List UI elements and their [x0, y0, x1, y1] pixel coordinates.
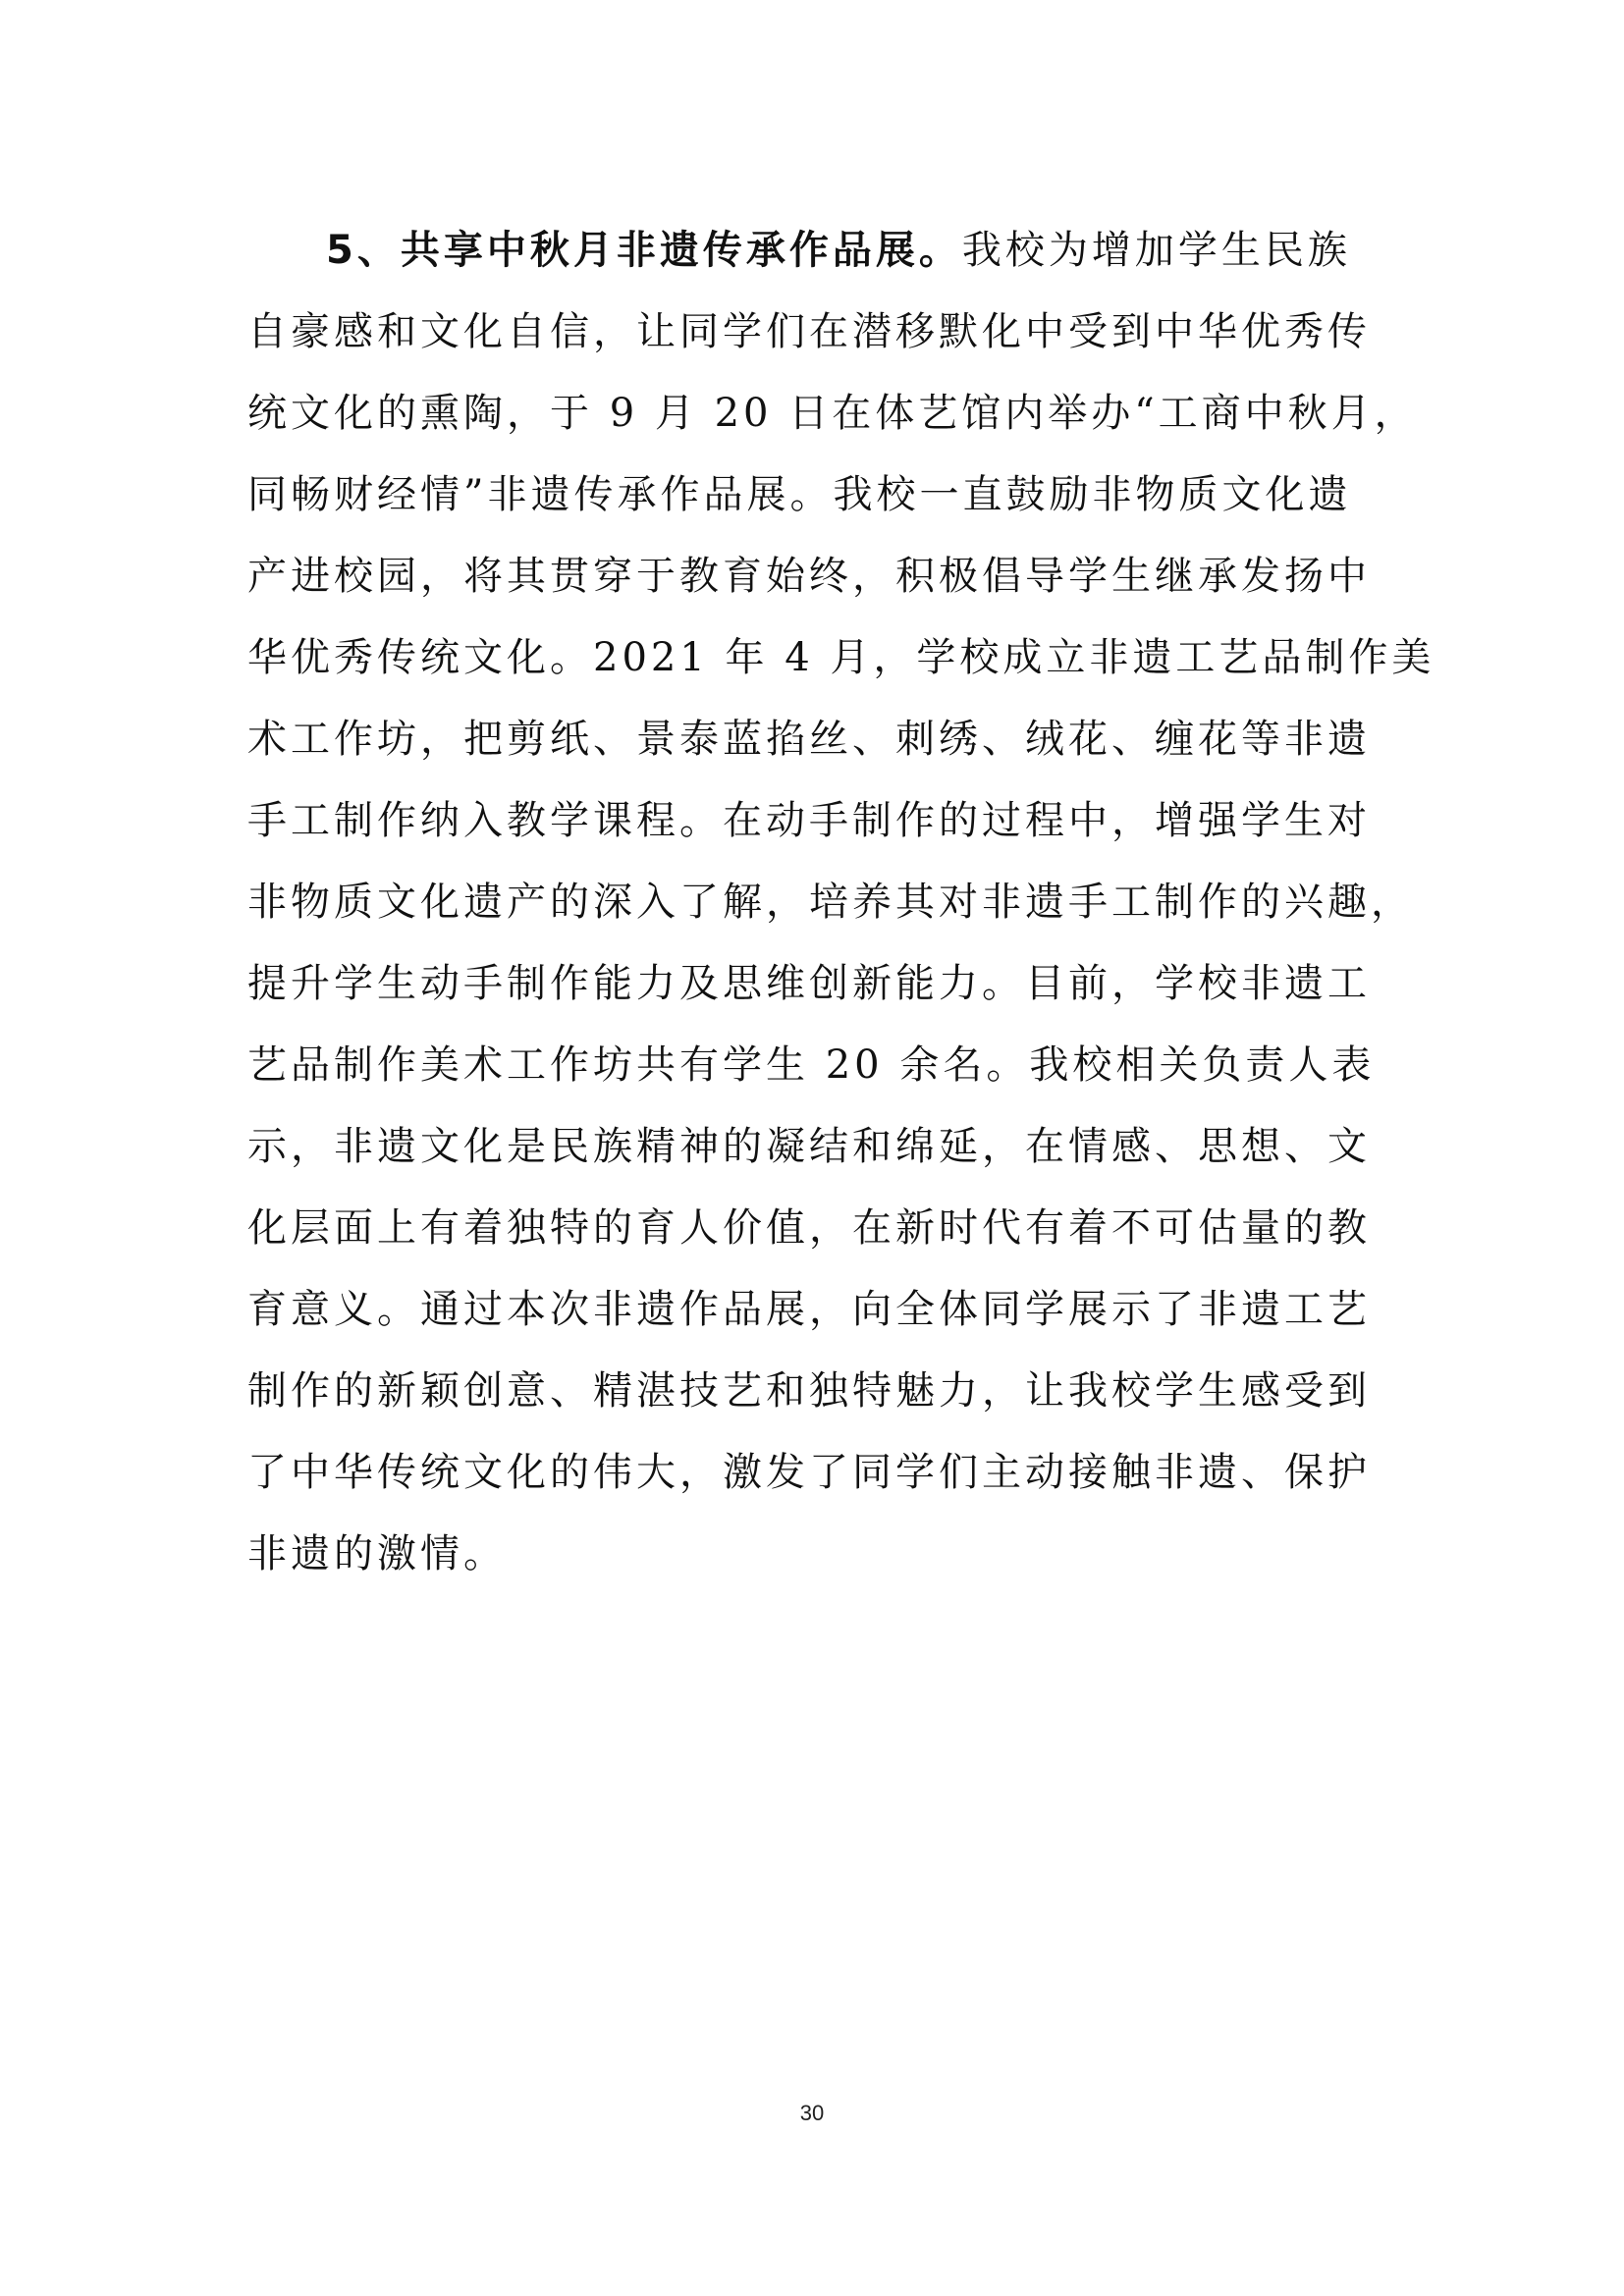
paragraph-line: 非遗的激情。: [247, 1531, 507, 1576]
paragraph-line: 了中华传统文化的伟大，激发了同学们主动接触非遗、保护: [247, 1450, 1371, 1495]
body-paragraph: [247, 210, 1435, 1595]
paragraph-line: 非物质文化遗产的深入了解，培养其对非遗手工制作的兴趣，: [247, 880, 1414, 925]
paragraph-line: 统文化的熏陶，于 9 月 20 日在体艺馆内举办“工商中秋月，: [247, 391, 1418, 436]
paragraph-line-1: [247, 210, 1386, 292]
paragraph-line: 艺品制作美术工作坊共有学生 20 余名。我校相关负责人表: [247, 1042, 1376, 1088]
page-number: 30: [799, 2101, 825, 2125]
paragraph-line: 自豪感和文化自信，让同学们在潜移默化中受到中华优秀传: [247, 309, 1371, 354]
paragraph-line: 育意义。通过本次非遗作品展，向全体同学展示了非遗工艺: [247, 1287, 1371, 1332]
paragraph-line: 制作的新颖创意、精湛技艺和独特魅力，让我校学生感受到: [247, 1368, 1371, 1414]
paragraph-line: 术工作坊，把剪纸、景泰蓝掐丝、刺绣、绒花、缠花等非遗: [247, 717, 1371, 762]
paragraph-text: 我校为增加学生民族: [961, 228, 1351, 273]
paragraph-line: 产进校园，将其贯穿于教育始终，积极倡导学生继承发扬中: [247, 554, 1371, 599]
paragraph-line: 华优秀传统文化。2021 年 4 月，学校成立非遗工艺品制作美: [247, 635, 1435, 680]
paragraph-line: 同畅财经情”非遗传承作品展。我校一直鼓励非物质文化遗: [247, 472, 1352, 517]
paragraph-line: 手工制作纳入教学课程。在动手制作的过程中，增强学生对: [247, 798, 1371, 843]
paragraph-line: 提升学生动手制作能力及思维创新能力。目前，学校非遗工: [247, 961, 1371, 1006]
section-heading: 5、共享中秋月非遗传承作品展。: [326, 228, 962, 273]
paragraph-line: 化层面上有着独特的育人价值，在新时代有着不可估量的教: [247, 1205, 1371, 1251]
paragraph-line: 示，非遗文化是民族精神的凝结和绵延，在情感、思想、文: [247, 1124, 1371, 1169]
